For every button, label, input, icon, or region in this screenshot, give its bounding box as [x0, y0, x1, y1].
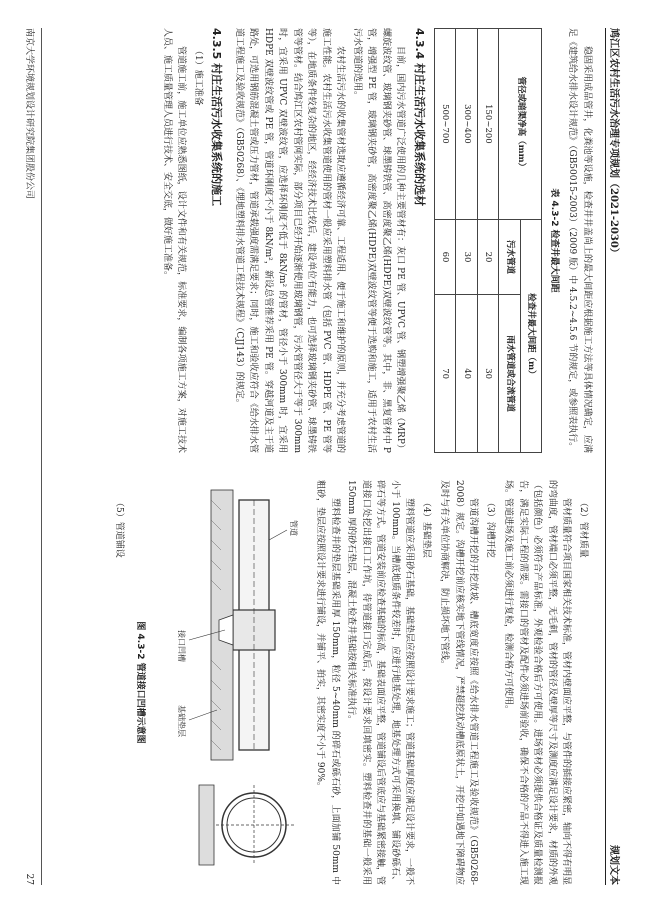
table-cell: 150~200	[478, 29, 500, 220]
manhole-base-paragraph: 塑料检查井的垫层基础采用厚 150mm，粒径 5~40mm 的碎石或砾石砂，上面加铺 50mm 中粗砂，垫层应按照设计要求进行铺设，并铺平、拍实，其密实度不小于 90%。	[315, 480, 340, 885]
table-header-pipe: 管径或暗渠净高（mm）	[499, 29, 542, 220]
table-header-group: 检查井最大间距（m）	[521, 219, 543, 452]
subheading-foundation: （4）基础垫层	[421, 498, 431, 558]
table-cell: 70	[435, 295, 457, 453]
table-row	[456, 29, 478, 453]
right-column	[110, 480, 594, 885]
table-cell: 30	[478, 295, 500, 453]
table-row	[435, 29, 457, 453]
label-base: 基础垫层	[177, 705, 186, 737]
table-header-rain: 雨水管道或合流管道	[499, 295, 521, 453]
pipe-joint-figure	[149, 480, 309, 885]
table-cell: 60	[435, 219, 457, 294]
section-4-3-4-paragraph-1: 目前，国内污水管道广泛使用的几种主要管材有：灰口 PE 管、UPVC 管、钢塑增强聚乙烯（MRP）螺旋波纹管、玻璃钢夹砂管、球墨铸铁管、高密度聚乙烯(HDPE)双壁波纹管等。其中，非、黑复管材中 P 管，增强型 PE 管，玻璃钢夹砂管，高密度聚乙烯(HDPE)双壁波纹管等便于选购和施工，适用于农村生活污水管道的选用。	[352, 28, 406, 453]
table-cell: 40	[456, 295, 478, 453]
table-row	[478, 29, 500, 453]
left-column	[158, 28, 595, 453]
page-number: 27	[24, 873, 34, 885]
table-cell: 500~700	[435, 29, 457, 220]
intro-paragraph: 稳固采用成品管井，化粪池等设施，检查井井盖尚上的最大间距应根据施工方法等具体情况确定，应满足《建筑给水排水设计规范》（GB50015-2003）（2009 版）中 4.5.2~4.5.6 节的规定，或参照表执行。	[567, 28, 592, 453]
subheading-pipe-laying: （5）管道铺设	[114, 498, 125, 558]
table-header-sewage: 污水管道	[499, 219, 521, 294]
running-header-title: 鸠江区农村生活污水治理专项规划（2021-2030）	[608, 28, 619, 258]
pipe-cross-section	[199, 785, 294, 865]
section-heading-4-3-4: 4.3.4 村庄生活污水收集系统的选材	[413, 28, 426, 207]
running-header-label: 规划文本	[608, 845, 619, 885]
pipe-quality-paragraph: 管材质量符合项目国家相关技术标准，管材内壁面应平整，与管件的插接应紧密，轴向不得有明显的弯曲度，管材端口必须平整，无毛刺，管材的管径及壁厚等尺寸及测度应满足设计要求，材质的外观（包括颜色）必须符合产品标准，外观检验合格后方可使用。进场管材必须提供合格证及质量检测报告，满足实际工程的需要。需接口的管材及配件必须进场前验收，确保不合格的产品不得进入施工现场。管道进场及施工前必须进行复检，检测合格方可使用。	[503, 480, 572, 886]
label-pipe: 管道	[289, 520, 298, 536]
foundation-paragraph: 塑料管道应采用砂石基础，基础垫层应按照设计要求施工；管道基础厚度应满足设计要求，一般不小于 100mm。当槽底地质条件较差时，应进行地基处理，地基处理方式可采用换填、铺设砂砾石、碎石等方式。管道安装前应检查基础的标高，基础表面应平整，管道铺设后管底应与基础紧密接触，管道接口处挖出接口工作坑，待管道接口完成后，按设计要求回填密实。塑料检查井的基础一般采用 150mm 厚的砂石垫层，混凝土检查井基础按相关标准执行。	[346, 480, 415, 886]
footer-organization: 南京大学环境规划设计研究院集团股份公司	[24, 28, 34, 200]
subheading-trench: （3）沟槽开挖	[485, 498, 495, 558]
label-joint: 接口凹槽	[177, 630, 186, 662]
header-rule	[605, 28, 606, 885]
manhole-spacing-table	[434, 28, 543, 453]
table-title: 表 4.3-2 检查井最大间距	[549, 188, 559, 293]
pipe-joint-drawing	[149, 480, 309, 885]
footer-rule	[41, 28, 42, 885]
pipe-longitudinal	[211, 490, 275, 760]
table-cell: 30	[456, 219, 478, 294]
table-cell: 300~400	[456, 29, 478, 220]
subheading-pipe-quality: （2）管材质量	[578, 498, 588, 558]
figure-caption: 图 4.3-2 管道接口凹槽示意图	[135, 621, 145, 744]
trench-paragraph: 管道沟槽开挖的开挖放坡、槽底宽度应按照《给水排水管道工程施工及验收规范》（GB50268-2008）规定。沟槽开挖前应核实地下管线情况，严禁超挖扰动槽底原状土，开挖中如遇地下障碍物应及时与有关单位协商解决，防止损坏地下管线。	[439, 480, 479, 885]
section-4-3-5-paragraph: 管道施工前，施工单位应熟悉图纸，设计文件和有关规范，标准要求，编制各项施工方案，对施工技术人员、施工质量管理人员进行技术、安全交底，做好施工准备。	[162, 28, 187, 453]
section-heading-4-3-5: 4.3.5 村庄生活污水收集系统的施工	[210, 28, 224, 207]
table-cell: 20	[478, 219, 500, 294]
section-4-3-4-paragraph-2: 农村生活污水的收集管材选取应遵循经济可靠、工程适用、便于施工和维护的原则，并充分考虑管道的施工性能。农村生活污水收集管道使用的管材一般应采用塑料排水管（包括 PVC 管、HDPE 管、PE 管等等），在地质条件较复杂的地区，经经济技术比较后，建设单位有能力，也可选择玻璃钢夹砂管、球墨铸铁管等管材。结合鸠江区农村管网实际，部分项目已经开始逐渐使用玻璃钢管，污水管管径大于等于 300mm 时，宜采用 UPVC 双壁波纹管，应选择环刚度不低于 8kN/m² 的管材，管径小于 300mm 时，宜采用 HDPE 双壁波纹管或 PE 管，管道环刚度不小于 8kN/m²，新设总管推荐采用 PE 管。穿越河道及主干道路处，可选用钢筋混凝土管或压力管材，管道承载强度需满足要求；同时，施工和验收应符合《给水排水管道工程施工及验收规范》（GB50268）、《埋地塑料排水管道工程技术规程》（CJJ143）的规定。	[234, 28, 346, 453]
subheading-construction-prep: （1）施工准备	[193, 46, 203, 106]
